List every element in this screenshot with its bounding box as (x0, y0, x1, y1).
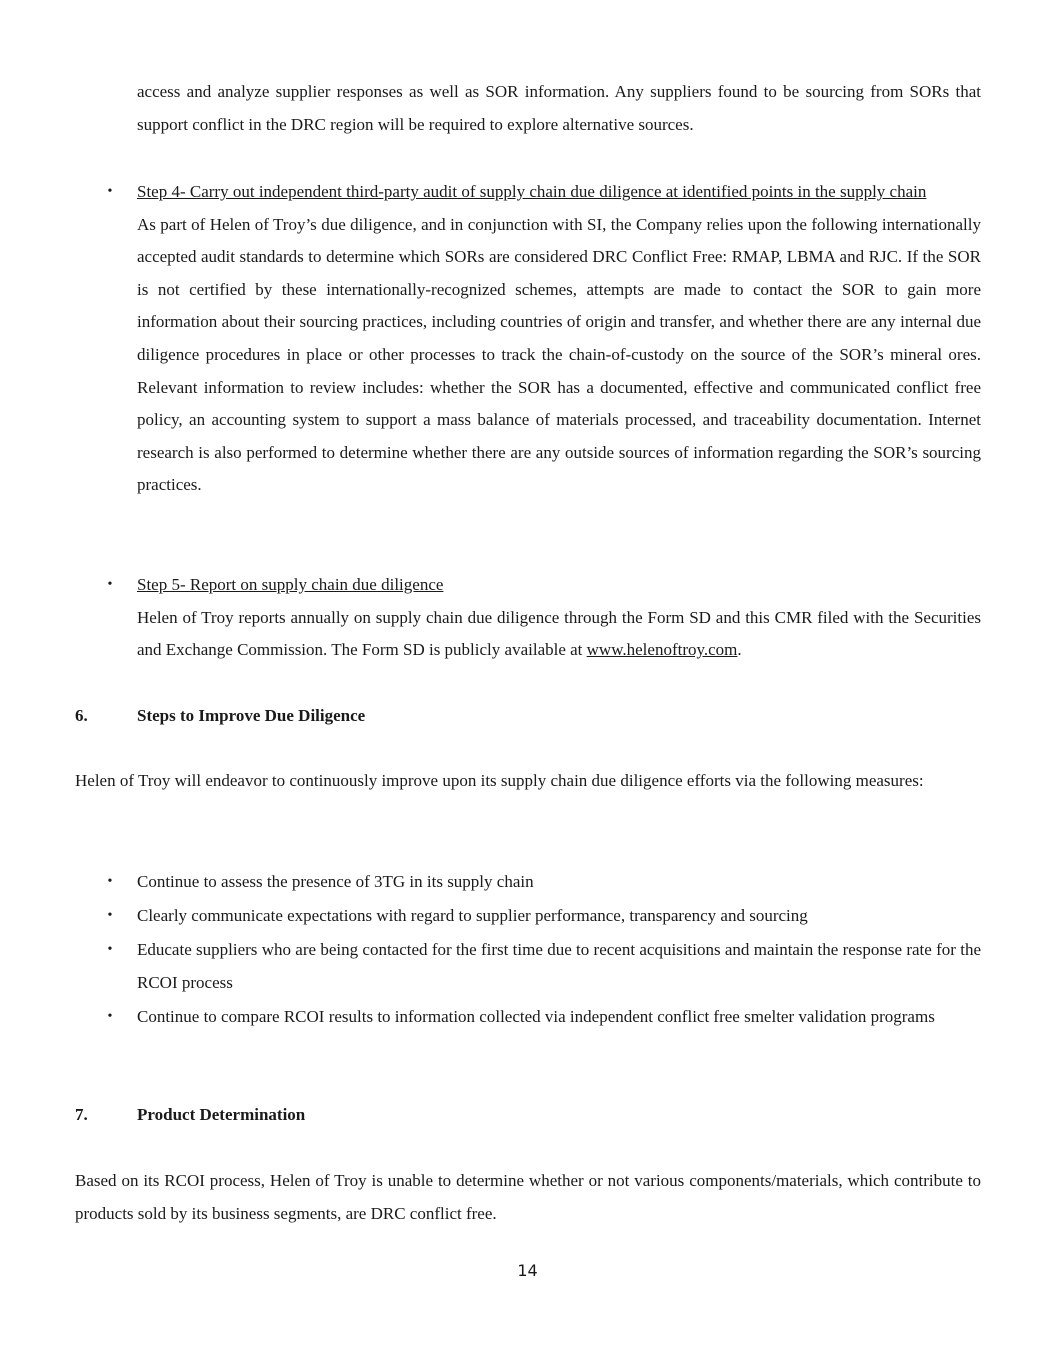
section6-bullet-2-symbol: • (107, 908, 113, 923)
section6-bullet-2 (137, 900, 981, 932)
section6-intro (75, 765, 981, 798)
step5-body-end: . (737, 640, 742, 660)
step4-section (137, 176, 981, 502)
page-number: 14 (517, 1261, 538, 1280)
section6-bullet-3 (137, 934, 981, 999)
continuation-text: access and analyze supplier responses as well as SOR information. Any suppliers found to be sourcing from SORs that support conflict in the DRC region will be required to explore alternative sources. (137, 82, 981, 134)
step5-body-text: Helen of Troy reports annually on supply chain due diligence through the Form SD and this CMR filed with the Securities and Exchange Commission. The Form SD is publicly available at (137, 607, 981, 660)
section7-number: 7. (75, 1105, 88, 1124)
continuation-paragraph (137, 76, 981, 141)
step5-title: Step 5- Report on supply chain due diligence (137, 575, 444, 594)
section6-title: Steps to Improve Due Diligence (137, 706, 366, 725)
section6-bullet-3-symbol: • (107, 942, 113, 957)
section6-bullet-4-text: Continue to compare RCOI results to information collected via independent conflict free smelter validation programs (137, 1007, 935, 1026)
section7-body: Based on its RCOI process, Helen of Troy is unable to determine whether or not various components/materials, which contribute to products sold by its business segments, are DRC conflict free. (75, 1171, 981, 1223)
section7-heading (75, 1099, 305, 1132)
section6-bullet-1-text: Continue to assess the presence of 3TG in its supply chain (137, 872, 534, 891)
step4-title: Step 4- Carry out independent third-party audit of supply chain due diligence at identified points in the supply chain (137, 182, 927, 201)
step5-bullet: • (107, 577, 113, 592)
section6-intro-text: Helen of Troy will endeavor to continuously improve upon its supply chain due diligence efforts via the following measures: (75, 771, 924, 790)
section6-bullet-1-symbol: • (107, 874, 113, 889)
section6-bullet-4-symbol: • (107, 1009, 113, 1024)
step4-body: As part of Helen of Troy’s due diligence, and in conjunction with SI, the Company relies upon the following internationally accepted audit standards to determine which SORs are considered DRC Conflict Free: RMAP, LBMA and RJC. If the SOR is not certified by these internationally-recognized schemes, attempts are made to contact the SOR to gain more information about their sourcing practices, including countries of origin and transfer, and whether there are any internal due diligence procedures in place or other processes to track the chain-of-custody on the source of the SOR’s mineral ores. Relevant information to review includes: whether the SOR has a documented, effective and communicated conflict free policy, an accounting system to support a mass balance of materials processed, and traceability documentation. Internet research is also performed to determine whether there are any outside sources of information regarding the SOR’s sourcing practices. (137, 214, 981, 495)
section6-bullet-4 (137, 1001, 981, 1034)
section6-bullet-2-text: Clearly communicate expectations with regard to supplier performance, transparency and sourcing (137, 906, 808, 925)
step4-bullet: • (107, 184, 113, 199)
step5-body (137, 602, 981, 667)
helenoftroy-link[interactable]: www.helenoftroy.com (586, 640, 738, 660)
section6-heading (75, 700, 365, 733)
section6-bullet-3-text: Educate suppliers who are being contacted for the first time due to recent acquisitions and maintain the response rate for the RCOI process (137, 940, 981, 992)
section7-title: Product Determination (137, 1105, 306, 1124)
section7-paragraph (75, 1165, 981, 1230)
step5-section (137, 569, 981, 667)
section6-number: 6. (75, 706, 88, 725)
section6-bullet-1 (137, 866, 981, 898)
